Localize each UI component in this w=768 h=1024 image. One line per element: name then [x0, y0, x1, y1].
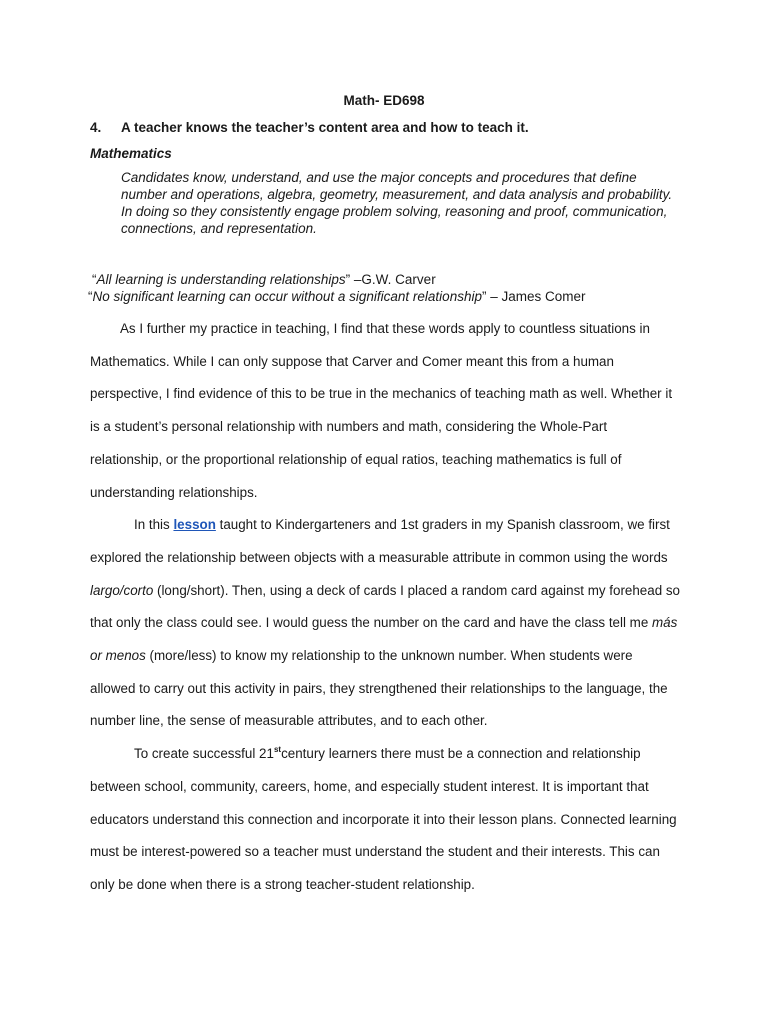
standard-number: 4. [90, 120, 102, 135]
document-title: Math- ED698 [343, 93, 425, 108]
paragraph-3-intro: To create successful 21 [134, 746, 274, 762]
quote-author: –G.W. Carver [353, 272, 436, 287]
paragraph-2-intro: In this [134, 517, 174, 533]
ordinal-suffix: st [273, 745, 282, 755]
paragraph-2-part-2: (long/short). Then, using a deck of cards I placed a random card against my forehead so that only the class could see. I would guess the number on the card and have the class tell me [90, 582, 681, 631]
quote-text: All learning is understanding relationships [96, 272, 346, 287]
body-text [90, 313, 680, 902]
quote-carver [92, 272, 436, 287]
paragraph-3-body: century learners there must be a connection and relationship between school, community, careers, home, and especially student interest. It is important that educators understand this connection and incorporate it into their lesson plans. Connected learning must be interest-powered so a teacher must understand the student and their interests. This can only be done when there is a strong teacher-student relationship. [90, 746, 677, 892]
term-mas-or-menos: más or menos [90, 615, 678, 664]
paragraph-3 [90, 738, 680, 902]
quote-close-mark: ” [481, 289, 487, 304]
lesson-link[interactable]: lesson [173, 517, 216, 533]
subject-heading: Mathematics [90, 146, 172, 161]
term-largo-corto: largo/corto [90, 582, 154, 598]
paragraph-1: As I further my practice in teaching, I find that these words apply to countless situations in Mathematics. While I can only suppose that Carver and Comer meant this from a human perspective, I find evidence of this to be true in the mechanics of teaching math as well. Whether it is a student’s personal relationship with numbers and math, considering the Whole-Part relationship, or the proportional relationship of equal ratios, teaching mathematics is full of understanding relationships. [90, 321, 673, 500]
quote-close-mark: ” [345, 272, 351, 287]
candidates-description: Candidates know, understand, and use the major concepts and procedures that define number and operations, algebra, geometry, measurement, and data analysis and probability. In doing so they consistently engage problem solving, reasoning and proof, communication, connections, and representation. [121, 170, 673, 236]
paragraph-2-part-1: taught to Kindergarteners and 1st graders in my Spanish classroom, we first explored the relationship between objects with a measurable attribute in common using the words [90, 517, 670, 565]
quote-text: No significant learning can occur without a significant relationship [92, 289, 482, 304]
paragraph-2-part-3: (more/less) to know my relationship to the unknown number. When students were allowed to carry out this activity in pairs, they strengthened their relationships to the language, the number line, the sense of measurable attributes, and to each other. [90, 648, 668, 729]
quote-open-mark: “ [92, 272, 97, 287]
paragraph-2 [90, 509, 680, 738]
standard-heading [90, 120, 529, 135]
quote-comer [88, 289, 586, 304]
quote-author: – James Comer [490, 289, 586, 304]
quote-open-mark: “ [88, 289, 93, 304]
standard-text: A teacher knows the teacher’s content area and how to teach it. [121, 120, 529, 135]
